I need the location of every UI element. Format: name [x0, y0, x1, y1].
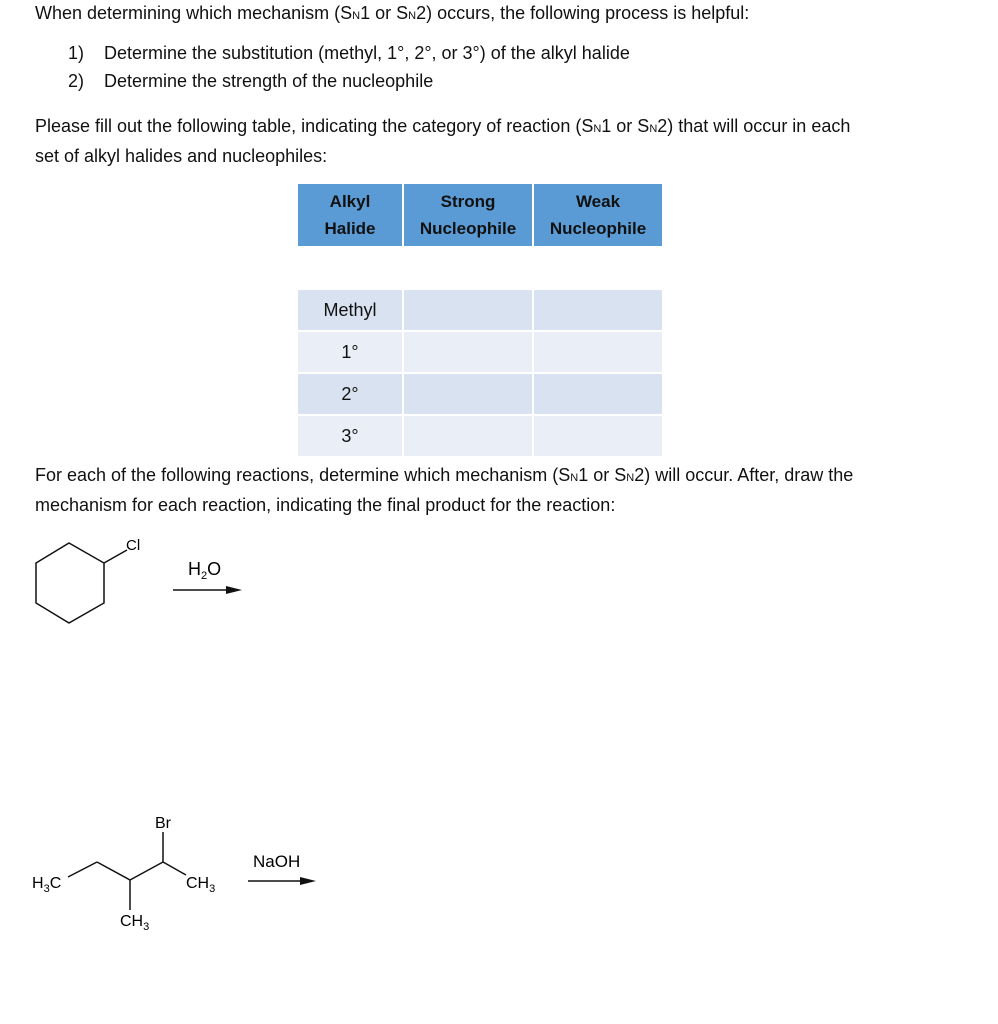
reaction1-reagent: [188, 559, 221, 582]
alkyl-bromide-structure: [68, 832, 186, 910]
right-methyl-label: $CH_3$: [186, 875, 216, 895]
reactions-instruction: For each of the following reactions, determine which mechanism (SN1 or SN2) will occur. After, draw the mechanism for each reaction, indicating the final product for the reaction:: [35, 465, 854, 515]
step-item-2: 2) Determine the strength of the nucleophile: [68, 71, 434, 91]
header-alkyl-halide: Alkyl Halide: [298, 184, 402, 246]
step-item-1: 1) Determine the substitution (methyl, 1°, 2°, or 3°) of the alkyl halide: [68, 43, 630, 63]
reaction1-arrow: [173, 586, 242, 594]
bottom-methyl-label: $CH_3$: [120, 913, 150, 933]
reaction2-arrow: [248, 877, 316, 885]
header-weak-nucleophile: Weak Nucleophile: [534, 184, 662, 246]
table-instruction: Please fill out the following table, indicating the category of reaction (SN1 or SN2) that will occur in each set of alkyl halides and nucleophiles:: [35, 116, 851, 166]
header-strong-nucleophile: Strong Nucleophile: [404, 184, 532, 246]
intro-text: When determining which mechanism (SN1 or SN2) occurs, the following process is helpful:: [35, 3, 750, 23]
bromine-label: Br: [155, 815, 171, 832]
row-label-primary: 1°: [298, 332, 402, 372]
svg-text:H2O: $H_2O$: [188, 559, 222, 582]
row-label-methyl: Methyl: [298, 290, 402, 330]
reaction2-reagent: NaOH: [253, 852, 301, 871]
row-label-secondary: 2°: [298, 374, 402, 414]
left-methyl-label: $H_3C$: [32, 875, 62, 895]
cyclohexane-structure: [36, 543, 127, 623]
row-label-tertiary: 3°: [298, 416, 402, 456]
chlorine-label: Cl: [126, 537, 141, 554]
